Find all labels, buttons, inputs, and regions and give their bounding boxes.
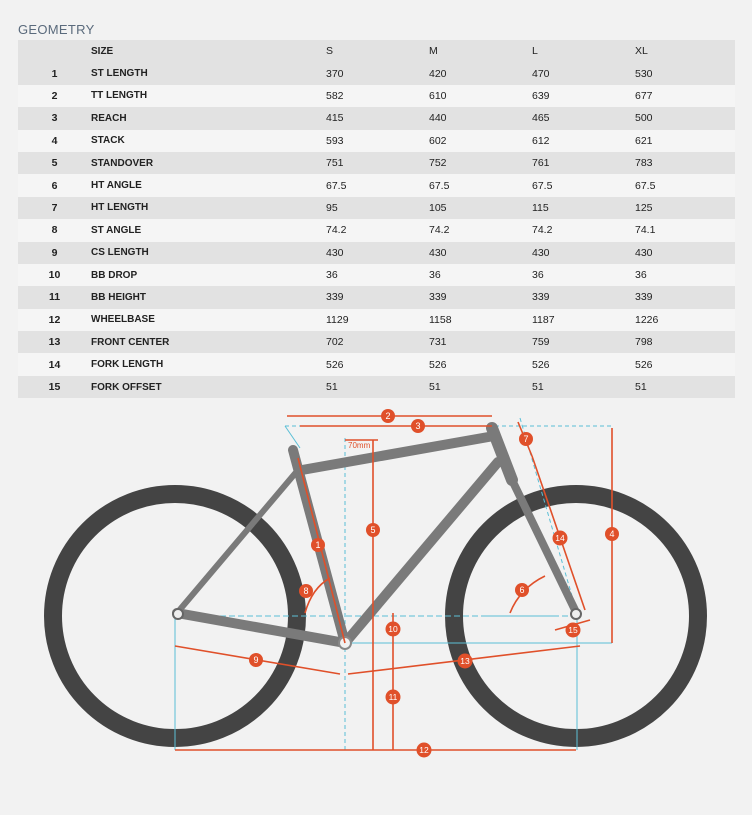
row-value: 593 — [326, 134, 344, 147]
marker-10 — [386, 622, 401, 637]
row-number: 2 — [51, 89, 58, 102]
row-value: 798 — [635, 336, 653, 349]
row-label: FORK OFFSET — [91, 381, 162, 393]
page-title: GEOMETRY — [18, 22, 95, 37]
row-value: 610 — [429, 89, 447, 102]
row-value: 1158 — [429, 313, 452, 326]
marker-11 — [386, 690, 401, 705]
row-value: 1226 — [635, 313, 659, 326]
svg-text:6: 6 — [519, 585, 525, 595]
svg-text:10: 10 — [388, 624, 398, 634]
table-row — [18, 130, 735, 152]
row-number: 3 — [51, 112, 58, 125]
row-label: HT ANGLE — [91, 180, 142, 192]
row-label: ST ANGLE — [91, 224, 142, 236]
marker-2 — [381, 409, 395, 423]
table-body — [18, 62, 735, 398]
header-cell-s: S — [326, 45, 334, 58]
row-value: 95 — [326, 201, 338, 214]
row-number: 9 — [51, 246, 58, 259]
table-row — [18, 219, 735, 241]
row-value: 74.2 — [429, 224, 450, 237]
row-value: 526 — [326, 358, 344, 371]
table-row — [18, 353, 735, 375]
svg-text:5: 5 — [370, 525, 376, 535]
row-value: 105 — [429, 201, 447, 214]
row-value: 751 — [326, 157, 344, 170]
row-value: 1129 — [326, 313, 349, 326]
table-row — [18, 331, 735, 353]
row-value: 115 — [532, 201, 549, 214]
row-value: 339 — [326, 291, 344, 304]
table-row — [18, 62, 735, 84]
table-row — [18, 85, 735, 107]
row-label: REACH — [91, 112, 127, 124]
row-value: 51 — [532, 381, 544, 394]
svg-text:2: 2 — [385, 411, 391, 421]
row-label: FRONT CENTER — [91, 336, 170, 348]
row-number: 8 — [51, 224, 58, 237]
row-value: 36 — [532, 269, 544, 282]
svg-text:15: 15 — [568, 625, 578, 635]
row-value: 36 — [326, 269, 338, 282]
table-row — [18, 286, 735, 308]
row-number: 1 — [51, 67, 58, 80]
header-cell-xl: XL — [635, 45, 648, 58]
row-value: 621 — [635, 134, 653, 147]
svg-text:8: 8 — [303, 586, 309, 596]
marker-6 — [515, 583, 529, 597]
row-number: 4 — [51, 134, 58, 147]
row-value: 465 — [532, 112, 550, 125]
row-number: 10 — [48, 269, 61, 282]
row-label: BB DROP — [91, 269, 138, 281]
svg-text:13: 13 — [460, 656, 470, 666]
row-value: 526 — [532, 358, 550, 371]
header-cell-l: L — [532, 45, 538, 58]
row-value: 440 — [429, 112, 447, 125]
row-value: 677 — [635, 89, 653, 102]
row-value: 470 — [532, 67, 550, 80]
row-value: 339 — [635, 291, 653, 304]
table-row — [18, 107, 735, 129]
header-cell-size: SIZE — [91, 45, 114, 57]
row-value: 36 — [635, 269, 647, 282]
row-value: 530 — [635, 67, 653, 80]
row-number: 15 — [48, 381, 61, 394]
row-number: 6 — [51, 179, 58, 192]
header-cell — [18, 40, 91, 62]
row-value: 339 — [429, 291, 447, 304]
svg-text:14: 14 — [555, 533, 565, 543]
table-row — [18, 309, 735, 331]
svg-text:12: 12 — [419, 745, 429, 755]
row-value: 500 — [635, 112, 653, 125]
row-value: 702 — [326, 336, 344, 349]
row-value: 526 — [635, 358, 653, 371]
row-number: 13 — [48, 336, 61, 349]
row-value: 526 — [429, 358, 447, 371]
svg-text:4: 4 — [609, 529, 615, 539]
row-value: 51 — [429, 381, 441, 394]
marker-7 — [519, 432, 533, 446]
row-value: 420 — [429, 67, 447, 80]
row-value: 612 — [532, 134, 550, 147]
row-label: ST LENGTH — [91, 68, 148, 80]
marker-13 — [458, 654, 473, 669]
row-value: 582 — [326, 89, 344, 102]
table-header-row — [18, 40, 735, 62]
row-value: 430 — [326, 246, 344, 259]
front-axle — [571, 609, 581, 619]
marker-9 — [249, 653, 263, 667]
row-value: 339 — [532, 291, 550, 304]
row-value: 1187 — [532, 313, 555, 326]
row-label: CS LENGTH — [91, 247, 149, 259]
row-label: STACK — [91, 135, 125, 147]
table-row — [18, 152, 735, 174]
svg-text:11: 11 — [388, 692, 398, 702]
row-value: 67.5 — [326, 179, 347, 192]
marker-3 — [411, 419, 425, 433]
row-value: 51 — [635, 381, 647, 394]
row-value: 74.2 — [326, 224, 347, 237]
rear-axle — [173, 609, 183, 619]
row-label: TT LENGTH — [91, 90, 148, 102]
svg-text:7: 7 — [523, 434, 529, 444]
marker-15 — [566, 623, 581, 638]
row-value: 67.5 — [429, 179, 450, 192]
row-value: 67.5 — [635, 179, 656, 192]
row-label: STANDOVER — [91, 157, 154, 169]
row-value: 415 — [326, 112, 344, 125]
row-value: 759 — [532, 336, 550, 349]
header-cell-m: M — [429, 45, 438, 58]
marker-12 — [417, 743, 432, 758]
svg-text:1: 1 — [315, 540, 321, 550]
row-value: 370 — [326, 67, 344, 80]
row-value: 125 — [635, 201, 653, 214]
row-label: FORK LENGTH — [91, 359, 164, 371]
row-value: 67.5 — [532, 179, 553, 192]
row-value: 74.2 — [532, 224, 553, 237]
marker-8 — [299, 584, 313, 598]
row-value: 761 — [532, 157, 550, 170]
row-number: 11 — [48, 291, 61, 304]
row-value: 602 — [429, 134, 447, 147]
svg-text:9: 9 — [253, 655, 259, 665]
geometry-table — [18, 40, 735, 398]
row-label: WHEELBASE — [91, 314, 155, 326]
marker-4 — [605, 527, 619, 541]
row-value: 430 — [635, 246, 653, 259]
row-value: 639 — [532, 89, 550, 102]
table-row — [18, 376, 735, 398]
offset-label: 70mm — [348, 441, 371, 450]
row-value: 74.1 — [635, 224, 656, 237]
row-number: 5 — [51, 157, 58, 170]
row-value: 430 — [532, 246, 550, 259]
svg-text:3: 3 — [415, 421, 421, 431]
marker-1 — [311, 538, 325, 552]
row-value: 731 — [429, 336, 447, 349]
row-number: 14 — [48, 358, 61, 371]
row-value: 783 — [635, 157, 653, 170]
table-row — [18, 174, 735, 196]
marker-14 — [553, 531, 568, 546]
row-value: 430 — [429, 246, 447, 259]
table-row — [18, 197, 735, 219]
row-value: 752 — [429, 157, 447, 170]
row-value: 36 — [429, 269, 441, 282]
row-label: HT LENGTH — [91, 202, 149, 214]
marker-5 — [366, 523, 380, 537]
table-row — [18, 242, 735, 264]
table-row — [18, 264, 735, 286]
row-value: 51 — [326, 381, 338, 394]
row-label: BB HEIGHT — [91, 291, 146, 303]
row-number: 7 — [51, 201, 58, 214]
bike-geometry-diagram — [0, 398, 752, 815]
row-number: 12 — [48, 313, 61, 326]
